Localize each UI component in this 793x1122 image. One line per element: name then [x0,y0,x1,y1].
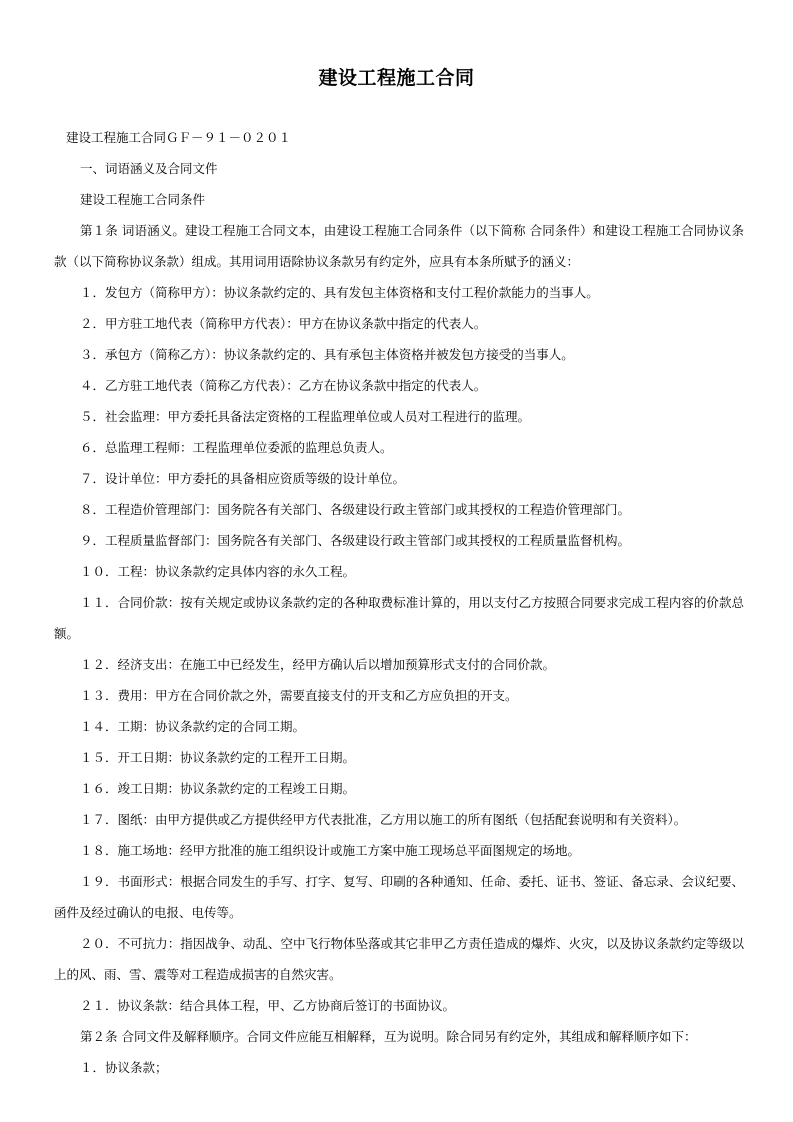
clause-item: １７．图纸：由甲方提供或乙方提供经甲方代表批准，乙方用以施工的所有图纸（包括配套说明和有关资料）。 [80,812,687,827]
subsection-heading: 建设工程施工合同条件 [80,192,206,207]
document-title: 建设工程施工合同 [318,67,475,89]
clause-item: １．协议条款； [80,1060,168,1075]
clause-item: １６．竣工日期：协议条款约定的工程竣工日期。 [80,781,356,796]
clause-item: ７．设计单位：甲方委托的具备相应资质等级的设计单位。 [80,471,406,486]
clause-item: １８．施工场地：经甲方批准的施工组织设计或施工方案中施工现场总平面图规定的场地。 [80,843,581,858]
clause-item: ２１．协议条款：结合具体工程，甲、乙方协商后签订的书面协议。 [80,998,456,1013]
contract-code-line: 建设工程施工合同ＧＦ－９１－０２０１ [66,130,292,145]
clause-item: ６．总监理工程师：工程监理单位委派的监理总负责人。 [80,440,393,455]
clause-item: １０．工程：协议条款约定具体内容的永久工程。 [80,564,356,579]
clause-item: １９．书面形式：根据合同发生的手写、打字、复写、印刷的各种通知、任命、委托、证书、签证、备忘录、会议纪要、函件及经过确认的电报、电传等。 [54,874,744,920]
clause-item: １３．费用：甲方在合同价款之外，需要直接支付的开支和乙方应负担的开支。 [80,688,518,703]
clause-item: １１．合同价款：按有关规定或协议条款约定的各种取费标准计算的，用以支付乙方按照合同要求完成工程内容的价款总额。 [54,595,744,641]
clause-item: ２０．不可抗力：指因战争、动乱、空中飞行物体坠落或其它非甲乙方责任造成的爆炸、火灾，以及协议条款约定等级以上的风、雨、雪、震等对工程造成损害的自然灾害。 [54,936,744,982]
clause-item: ４．乙方驻工地代表（简称乙方代表）：乙方在协议条款中指定的代表人。 [80,378,487,393]
article-paragraph: 第２条 合同文件及解释顺序。合同文件应能互相解释，互为说明。除合同另有约定外，其组成和解释顺序如下： [80,1029,697,1044]
clause-item: １２．经济支出：在施工中已经发生，经甲方确认后以增加预算形式支付的合同价款。 [80,657,556,672]
clause-item: ９．工程质量监督部门：国务院各有关部门、各级建设行政主管部门或其授权的工程质量监督机构。 [80,533,631,548]
clause-item: １５．开工日期：协议条款约定的工程开工日期。 [80,750,356,765]
section-heading: 一、词语涵义及合同文件 [80,161,218,176]
clause-item: ８．工程造价管理部门：国务院各有关部门、各级建设行政主管部门或其授权的工程造价管理部门。 [80,502,631,517]
clause-item: １４．工期：协议条款约定的合同工期。 [80,719,306,734]
clause-item: ５．社会监理：甲方委托具备法定资格的工程监理单位或人员对工程进行的监理。 [80,409,531,424]
clause-item: ３．承包方（简称乙方）：协议条款约定的、具有承包主体资格并被发包方接受的当事人。 [80,347,574,362]
document-body [54,122,744,1083]
article-paragraph: 第１条 词语涵义。建设工程施工合同文本，由建设工程施工合同条件（以下简称 合同条件）和建设工程施工合同协议条款（以下简称协议条款）组成。其用词用语除协议条款另有约定外，应具有本条所赋予的涵义： [54,223,744,269]
clause-item: １．发包方（简称甲方）：协议条款约定的、具有发包主体资格和支付工程价款能力的当事人。 [80,285,599,300]
clause-item: ２．甲方驻工地代表（简称甲方代表）：甲方在协议条款中指定的代表人。 [80,316,487,331]
